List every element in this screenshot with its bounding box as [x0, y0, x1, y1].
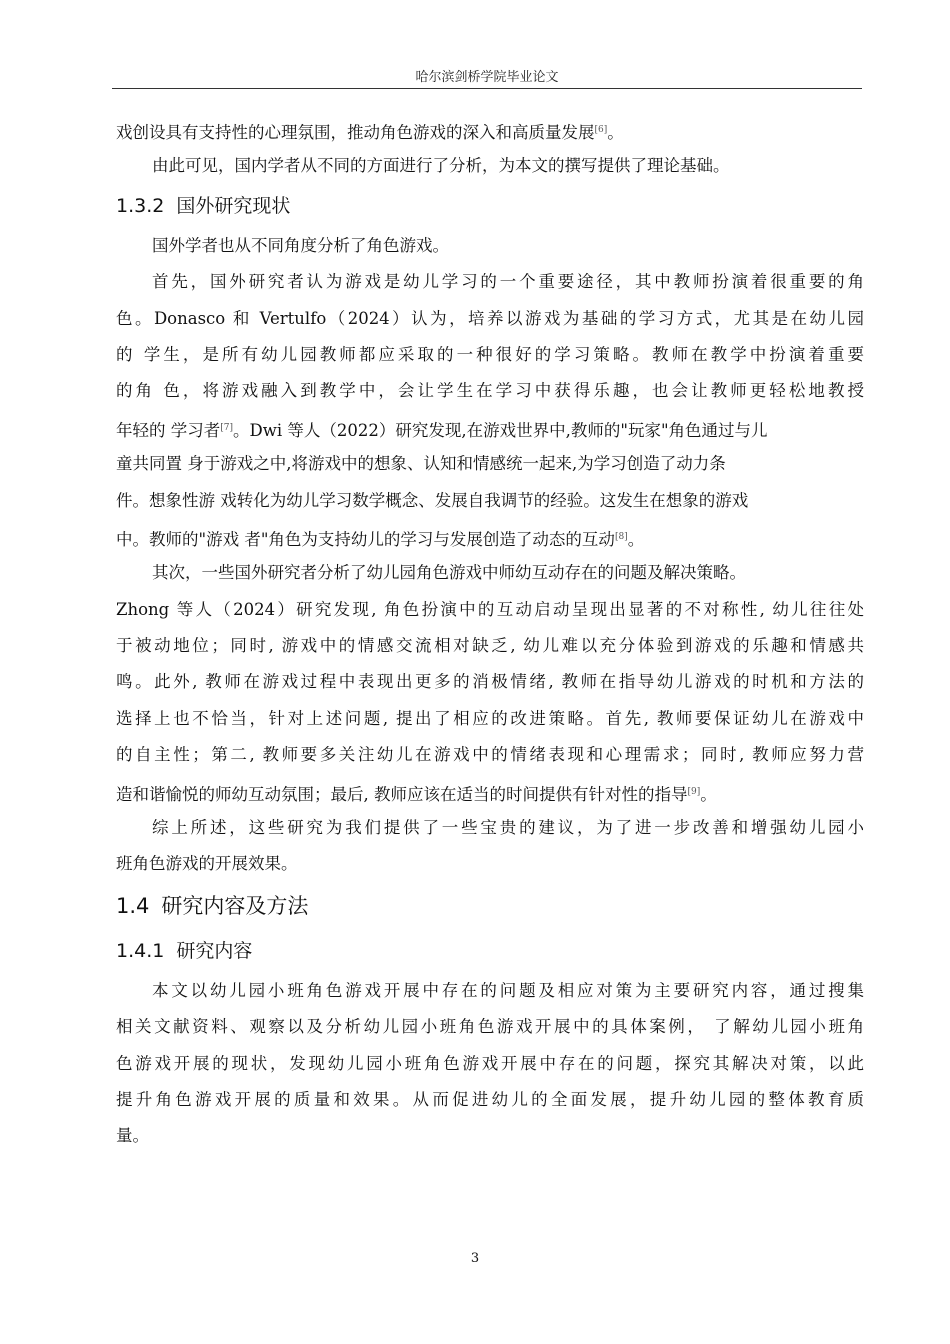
text-line: 国外学者也从不同角度分析了角色游戏。: [152, 235, 449, 255]
page-number: 3: [470, 1251, 480, 1266]
text-span: 戏创设具有支持性的心理氛围，推动角色游戏的深入和高质量发展: [116, 123, 595, 142]
citation-marker: [6]: [594, 125, 608, 135]
text-line: 的角 色，将游戏融入到教学中，会让学生在学习中获得乐趣，也会让教师更轻松地教授: [116, 381, 864, 401]
text-line: 的 学生，是所有幼儿园教师都应采取的一种很好的学习策略。教师在教学中扮演着重要: [116, 344, 864, 364]
text-line: 于被动地位；同时, 游戏中的情感交流相对缺乏, 幼儿难以充分体验到游戏的乐趣和情感共: [116, 636, 864, 656]
text-line: 本文以幼儿园小班角色游戏开展中存在的问题及相应对策为主要研究内容，通过搜集: [152, 980, 864, 1000]
text-line: 色。Donasco 和 Vertulfo（2024）认为，培养以游戏为基础的学习方式，尤其是在幼儿园: [116, 308, 864, 328]
text-line: [116, 774, 864, 810]
text-line: 班角色游戏的开展效果。: [116, 854, 298, 874]
section-title: 国外研究现状: [176, 194, 291, 217]
text-line: 件。想象性游 戏转化为幼儿学习数学概念、发展自我调节的经验。这发生在想象的游戏: [116, 490, 749, 510]
text-line: [116, 519, 864, 555]
section-number: 1.4: [116, 893, 150, 918]
text-line: [116, 112, 864, 148]
header-rule: [112, 88, 862, 89]
section-number: 1.4.1: [116, 939, 165, 962]
section-heading-1-3-2: [116, 185, 864, 228]
citation-marker: [9]: [687, 786, 701, 797]
section-heading-1-4-1: [116, 930, 864, 973]
section-number: 1.3.2: [116, 194, 165, 217]
text-line: [116, 410, 864, 446]
text-line: 鸣。此外, 教师在游戏过程中表现出更多的消极情绪, 教师在指导幼儿游戏的时机和方法的: [116, 672, 864, 692]
text-span: 。: [627, 529, 645, 549]
text-span: 造和谐愉悦的师幼互动氛围；最后, 教师应该在适当的时间提供有针对性的指导: [116, 784, 688, 804]
text-line: 的自主性；第二, 教师要多关注幼儿在游戏中的情绪表现和心理需求；同时, 教师应努力营: [116, 745, 864, 765]
text-line: 相关文献资料、观察以及分析幼儿园小班角色游戏开展中的具体案例， 了解幼儿园小班角: [116, 1017, 864, 1037]
text-line: 选择上也不恰当，针对上述问题, 提出了相应的改进策略。首先, 教师要保证幼儿在游戏中: [116, 708, 864, 728]
text-span: 年轻的 学习者: [116, 420, 221, 440]
citation-marker: [8]: [614, 531, 628, 542]
citation-marker: [7]: [220, 422, 233, 433]
running-header: 哈尔滨剑桥学院毕业论文: [415, 70, 559, 85]
section-title: 研究内容: [176, 939, 253, 962]
text-line: 综上所述，这些研究为我们提供了一些宝贵的建议，为了进一步改善和增强幼儿园小: [152, 818, 864, 838]
text-span: 。: [700, 784, 717, 804]
text-line: 由此可见，国内学者从不同的方面进行了分析，为本文的撰写提供了理论基础。: [152, 156, 730, 176]
section-heading-1-4: [116, 883, 864, 930]
text-line: 量。: [116, 1126, 149, 1146]
section-title: 研究内容及方法: [161, 893, 309, 918]
text-span: 。: [607, 123, 624, 142]
text-line: 首先，国外研究者认为游戏是幼儿学习的一个重要途径，其中教师扮演着很重要的角: [152, 272, 864, 292]
text-span: 。Dwi 等人（2022）研究发现,在游戏世界中,教师的"玩家"角色通过与儿: [233, 420, 768, 440]
text-line: 提升角色游戏开展的质量和效果。从而促进幼儿的全面发展，提升幼儿园的整体教育质: [116, 1089, 864, 1109]
text-span: 中。教师的"游戏 者"角色为支持幼儿的学习与发展创造了动态的互动: [116, 529, 615, 549]
text-line: Zhong 等人（2024）研究发现, 角色扮演中的互动启动呈现出显著的不对称性, 幼儿往往处: [116, 599, 864, 619]
text-line: 其次，一些国外研究者分析了幼儿园角色游戏中师幼互动存在的问题及解决策略。: [152, 563, 746, 583]
text-line: 色游戏开展的现状，发现幼儿园小班角色游戏开展中存在的问题，探究其解决对策，以此: [116, 1053, 864, 1073]
page-body: [116, 112, 864, 1155]
text-line: 童共同置 身于游戏之中,将游戏中的想象、认知和情感统一起来,为学习创造了动力条: [116, 454, 726, 474]
